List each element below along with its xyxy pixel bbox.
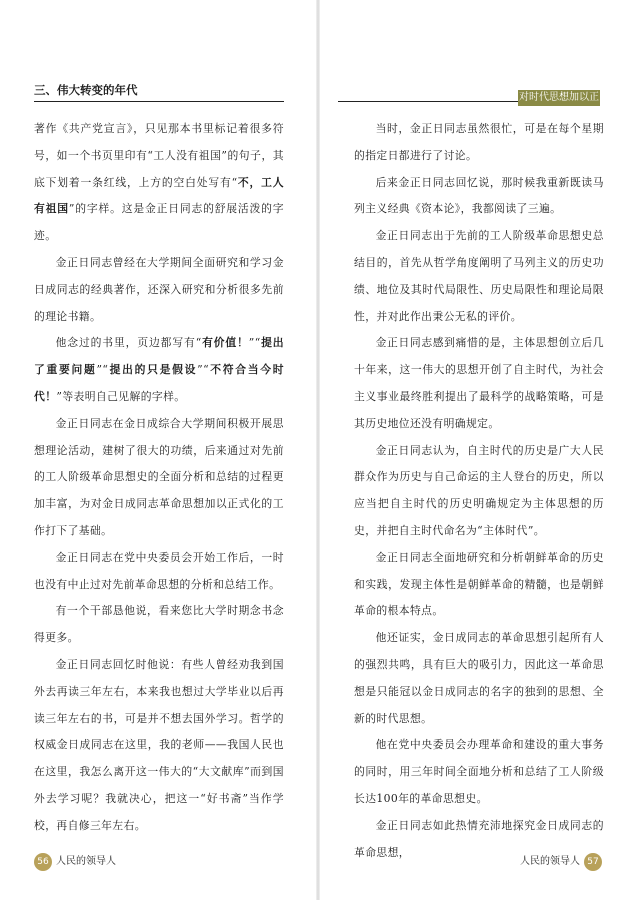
paragraph — [354, 223, 604, 330]
text-run: 后来金正日同志回忆说，那时候我重新既读马列主义经典《资本论》，我都阅读了三遍。 — [354, 175, 604, 216]
text-run: 金正日同志全面地研究和分析朝鲜革命的历史和实践，发现主体性是朝鲜革命的精髓，也是朝鲜革命的根本特点。 — [354, 550, 604, 618]
left-page-body — [34, 116, 284, 840]
paragraph — [354, 545, 604, 625]
text-run: 他还证实，金日成同志的革命思想引起所有人的强烈共鸣，具有巨大的吸引力，因此这一革命思想是只能冠以金日成同志的名字的独到的思想、全新的时代思想。 — [354, 631, 604, 725]
right-page-body — [354, 116, 604, 866]
paragraph — [34, 411, 284, 545]
text-run: 著作《共产党宣言》，只见那本书里标记着很多符号，如一个书页里印有“工人没有祖国”的句子，其底下划着一条红线，上方的空白处写有“ — [34, 122, 284, 189]
header-rule — [338, 101, 538, 102]
paragraph — [34, 598, 284, 652]
text-run: 金正日同志感到痛惜的是，主体思想创立后几十年来，这一伟大的思想开创了自主时代，为社会主义事业最终胜利提出了最科学的战略策略，可是其历史地位还没有明确规定。 — [354, 336, 604, 430]
right-page-footer — [516, 852, 602, 872]
right-page — [318, 0, 636, 900]
paragraph — [354, 170, 604, 224]
text-run: 金正日同志回忆时他说：有些人曾经劝我到国外去再读三年左右，本来我也想过大学毕业以后再读三年左右的书，可是并不想去国外学习。哲学的权威金日成同志在这里，我的老师——我国人民也在这里，我怎么离开这一伟大的“大文献库”而到国外去学习呢？我就决心，把这一“好书斋”当作学校，再自修三年左右。 — [34, 657, 284, 832]
page-number: 57 — [584, 853, 602, 871]
text-run: 金正日同志在党中央委员会开始工作后，一时也没有中止过对先前革命思想的分析和总结工作。 — [34, 550, 284, 591]
bold-text: 不，工人有祖国 — [34, 175, 284, 216]
bold-text: 有价值！ — [201, 336, 249, 350]
text-run: 金正日同志在金日成综合大学期间积极开展思想理论活动，建树了很大的功绩，后来通过对先前的工人阶级革命思想史的全面分析和总结的过程更加丰富，为对金日成同志革命思想加以正式化的工作打下了基础。 — [34, 416, 284, 537]
paragraph — [34, 116, 284, 250]
text-run: 他在党中央委员会办理革命和建设的重大事务的同时，用三年时间全面地分析和总结了工人阶级长达100年的革命思想史。 — [354, 738, 604, 805]
text-run: 有一个干部恳他说，看来您比大学时期念书念得更多。 — [34, 604, 284, 645]
text-run: ”等表明自己见解的字样。 — [56, 389, 186, 403]
left-page-footer — [34, 852, 120, 872]
paragraph — [34, 250, 284, 330]
text-run: 金正日同志出于先前的工人阶级革命思想史总结目的，首先从哲学角度阐明了马列主义的历史功绩、地位及其时代局限性、历史局限性和理论局限性，并对此作出秉公无私的评价。 — [354, 229, 604, 323]
text-run: 金正日同志认为，自主时代的历史是广大人民群众作为历史与自己命运的主人登台的历史，所以应当把自主时代的历史明确规定为主体思想的历史，并把自主时代命名为“主体时代”。 — [354, 443, 604, 537]
paragraph — [354, 625, 604, 732]
bold-text: 提出了重要问题 — [34, 336, 284, 377]
paragraph — [354, 116, 604, 170]
text-run: ”“ — [248, 336, 261, 350]
text-run: ”“ — [197, 363, 209, 377]
book-title: 人民的领导人 — [520, 856, 580, 867]
bold-text: 提出的只是假设 — [108, 363, 198, 377]
chapter-header: 三、伟大转变的年代 — [34, 82, 284, 102]
text-run: 当时，金正日同志虽然很忙，可是在每个星期的指定日都进行了讨论。 — [354, 122, 604, 162]
text-run: 他念过的书里，页边都写有“ — [55, 336, 202, 350]
paragraph — [34, 330, 284, 410]
page-number: 56 — [34, 853, 52, 871]
paragraph — [354, 330, 604, 437]
text-run: 金正日同志如此热情充沛地探究金日成同志的革命思想， — [354, 818, 604, 859]
section-tag: 对时代思想加以正式化 — [519, 92, 599, 119]
text-run: ”“ — [96, 363, 109, 377]
paragraph — [34, 545, 284, 599]
text-run: 金正日同志曾经在大学期间全面研究和学习金日成同志的经典著作，还深入研究和分析很多先前的理论书籍。 — [34, 255, 284, 323]
paragraph — [354, 732, 604, 812]
text-run: ”的字样。这是金正日同志的舒展活泼的字迹。 — [34, 202, 284, 243]
bold-text: 不符合当今时代！ — [34, 363, 284, 403]
paragraph — [354, 438, 604, 545]
paragraph — [34, 652, 284, 840]
book-title: 人民的领导人 — [56, 856, 116, 867]
